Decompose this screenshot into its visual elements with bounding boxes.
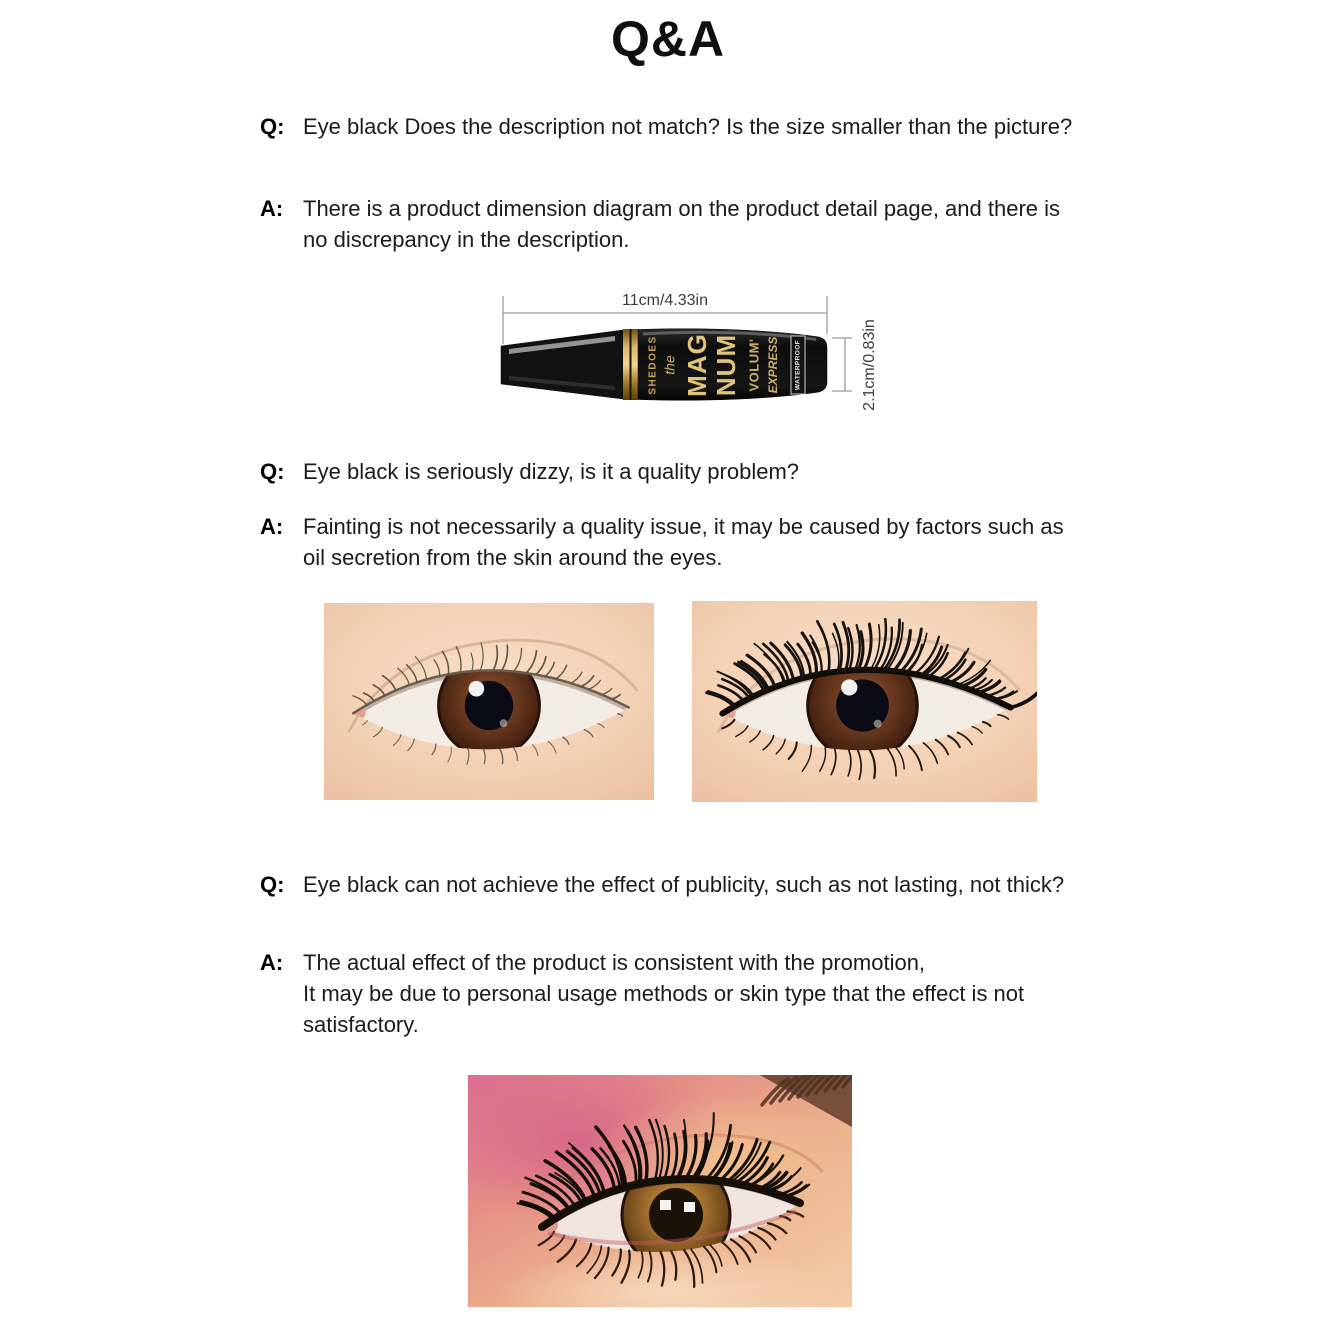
question-label: Q: xyxy=(260,114,285,139)
mascara-cap xyxy=(501,330,623,399)
bare-lashes-eye-illustration xyxy=(324,603,654,800)
question-2 xyxy=(260,456,1078,487)
answer-label: A: xyxy=(260,950,284,975)
answer-1 xyxy=(260,193,1078,255)
question-text: Eye black can not achieve the effect of publicity, such as not lasting, not thick? xyxy=(303,872,1065,897)
tube-the-text: the xyxy=(661,355,678,375)
tube-num-text: NUM xyxy=(710,333,741,397)
question-3 xyxy=(260,869,1078,900)
answer-label: A: xyxy=(260,514,284,539)
mascara-lashes-eye-illustration xyxy=(692,601,1037,802)
question-label: Q: xyxy=(260,459,285,484)
result-eye-photo xyxy=(468,1075,852,1307)
page-title: Q&A xyxy=(610,11,726,67)
tube-volum-text: VOLUM' xyxy=(746,338,762,392)
answer-2 xyxy=(260,511,1078,573)
answer-label: A: xyxy=(260,196,284,221)
question-text: Eye black Does the description not match? Is the size smaller than the picture? xyxy=(303,114,1073,139)
diameter-dimension-label: 2.1cm/0.83in xyxy=(861,319,878,411)
product-dimension-diagram xyxy=(483,272,883,437)
question-text: Eye black is seriously dizzy, is it a quality problem? xyxy=(303,459,800,484)
mascara-tube-graphic xyxy=(483,272,883,437)
length-dimension-label: 11cm/4.33in xyxy=(622,292,708,309)
question-label: Q: xyxy=(260,872,285,897)
answer-text: The actual effect of the product is consistent with the promotion, It may be due to personal usage methods or skin type that the effect is not satisfactory. xyxy=(303,950,1025,1037)
question-1 xyxy=(260,111,1078,142)
tube-mag-text: MAG xyxy=(681,333,712,397)
answer-text: Fainting is not necessarily a quality issue, it may be caused by factors such as oil secretion from the skin around the eyes. xyxy=(303,514,1064,570)
before-eye-photo xyxy=(324,603,654,800)
tube-brand-text: SHEDOES xyxy=(647,335,659,395)
after-eye-photo xyxy=(692,601,1037,802)
tube-express-text: EXPRESS xyxy=(766,336,781,394)
tube-waterproof-text: WATERPROOF xyxy=(794,339,802,391)
answer-text: There is a product dimension diagram on the product detail page, and there is no discrepancy in the description. xyxy=(303,196,1061,252)
answer-3 xyxy=(260,947,1078,1040)
pink-glam-eye-illustration xyxy=(468,1075,852,1307)
mascara-gold-ring xyxy=(623,329,638,400)
